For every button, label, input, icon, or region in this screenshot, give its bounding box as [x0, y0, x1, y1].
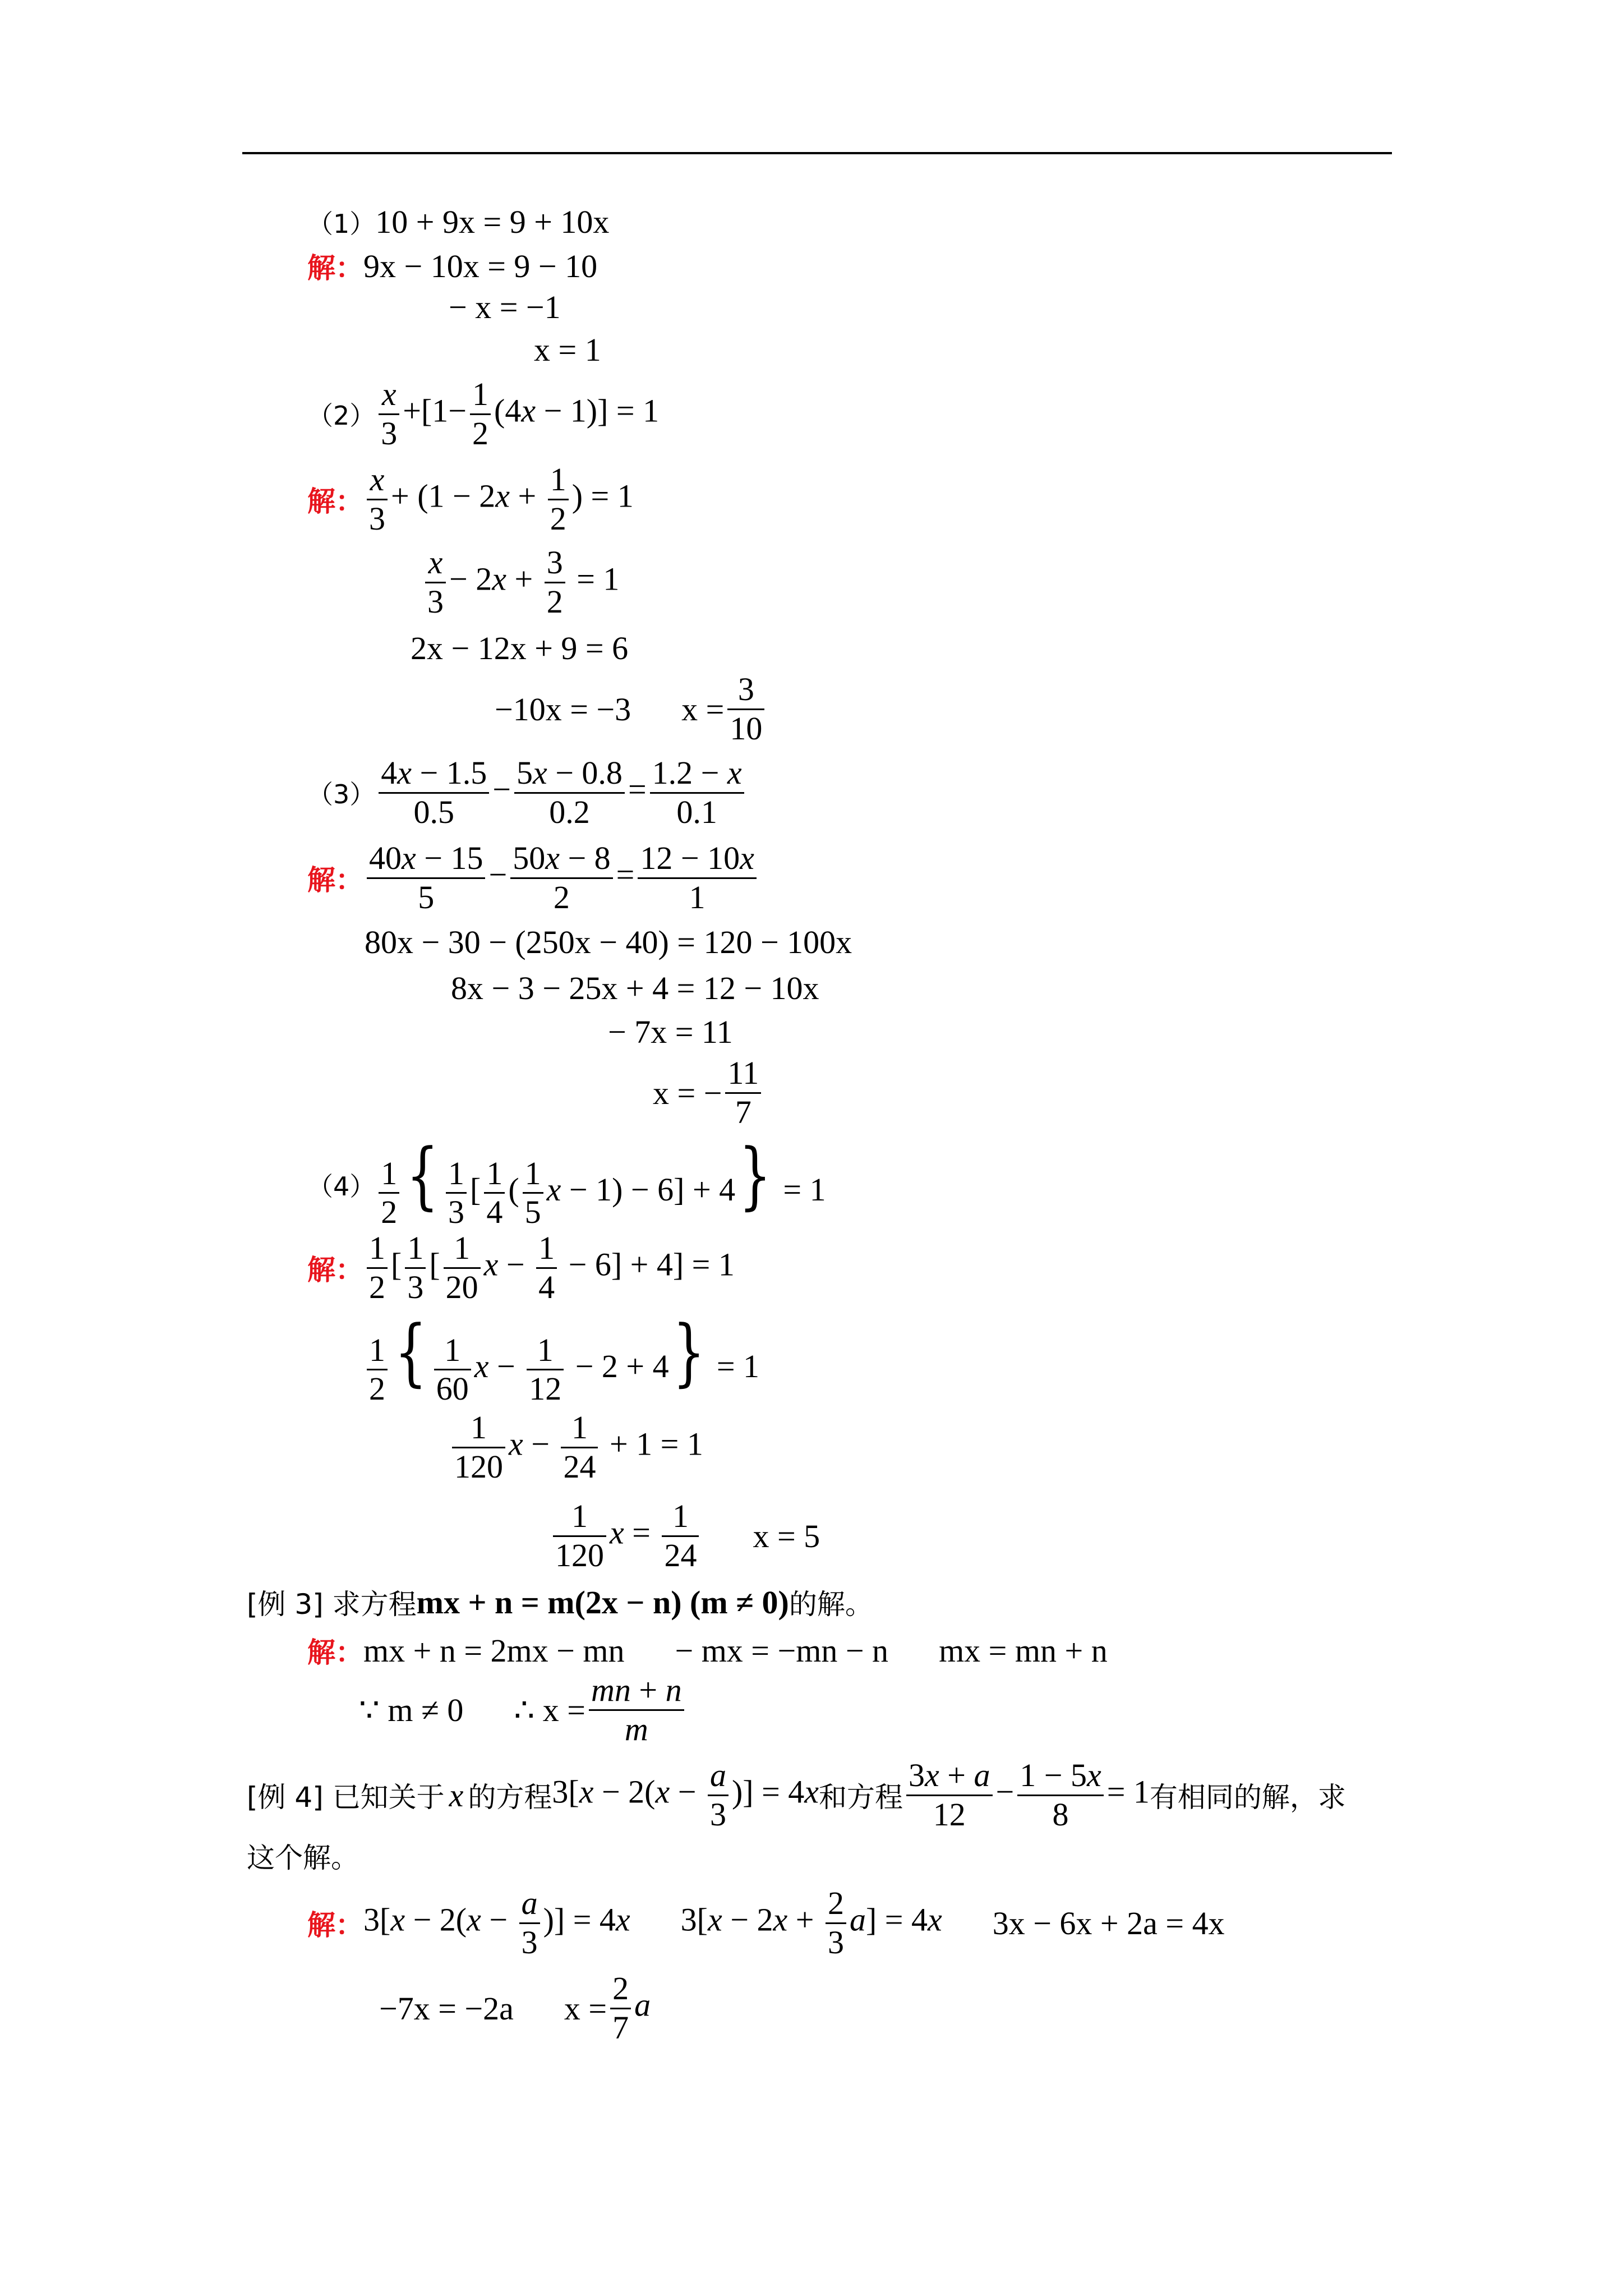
example-text: 有相同的解，求	[1149, 1781, 1346, 1814]
problem-label: （3）	[307, 779, 376, 810]
example-4-line-2	[247, 1835, 359, 1876]
equation: $\frac{x}{3}$ + (1 − 2x + $\frac{1}{2}$ ) = 1	[363, 461, 634, 537]
equation: 8x − 3 − 25x + 4 = 12 − 10x	[451, 970, 819, 1006]
equation: $\frac{x}{3}$ +[1− $\frac{1}{2}$ (4x − 1)] = 1	[375, 376, 659, 452]
equation: −7x = −2a	[379, 1990, 514, 2027]
solution-2-line-1	[307, 461, 634, 537]
equation: ∵ m ≠ 0	[359, 1692, 464, 1729]
fraction: $\frac{mn + n}{m}$	[589, 1672, 684, 1748]
equation: 10 + 9x = 9 + 10x	[375, 204, 610, 240]
equation: − 7x = 11	[608, 1014, 733, 1050]
example-text: 的解。	[789, 1588, 873, 1621]
solution-4-line-1	[307, 1230, 735, 1306]
fraction: $\frac{11}{7}$	[725, 1055, 761, 1131]
solution-3-line-4	[608, 1013, 733, 1051]
example-label: [例 3] 求方程	[247, 1588, 417, 1621]
solution-1-line-3	[534, 331, 601, 369]
solution-4-line-4	[550, 1498, 820, 1574]
equation: $\frac{1}{120}$ x − $\frac{1}{24}$ + 1 = 1	[449, 1409, 703, 1485]
example-3	[247, 1582, 873, 1622]
equation: 3x − 6x + 2a = 4x	[992, 1904, 1225, 1941]
equation: x = 5	[753, 1517, 820, 1554]
equation: $\frac{1}{2}$ { $\frac{1}{3}$ [ $\frac{1}{4}$ ( $\frac{1}{5}$ x − 1) − 6] + 4} = 1	[375, 1139, 826, 1231]
equation: $\frac{4x - 1.5}{0.5}$ − $\frac{5x - 0.8}{0.2}$ = $\frac{1.2 - x}{0.1}$	[375, 754, 747, 831]
solution-label: 解：	[307, 1254, 363, 1287]
equation: $\frac{3x + a}{12}$ − $\frac{1 - 5x}{8}$ = 1	[903, 1757, 1150, 1833]
example-text: 这个解。	[247, 1842, 359, 1874]
equation: mx = mn + n	[939, 1632, 1108, 1669]
equation: −10x = −3	[495, 691, 631, 728]
solution-3-line-2	[365, 923, 852, 961]
variable: x	[449, 1777, 464, 1814]
problem-label: （4）	[307, 1171, 376, 1202]
equation: x = 1	[534, 332, 601, 368]
problem-3	[307, 754, 748, 831]
solution-4-line-2	[363, 1309, 760, 1408]
equation: $\frac{40x - 15}{5}$ − $\frac{50x - 8}{2}$ = $\frac{12 - 10x}{1}$	[363, 840, 760, 916]
solution-2-line-2	[422, 544, 619, 620]
solution-3-line-3	[451, 969, 819, 1007]
fraction: $\frac{3}{10}$	[727, 671, 764, 747]
equation: 3[x − 2x + $\frac{2}{3}$ a] = 4x	[680, 1885, 942, 1961]
equation: mx + n = m(2x − n) (m ≠ 0)	[416, 1584, 789, 1621]
equation: $\frac{x}{3}$ − 2x + $\frac{3}{2}$ = 1	[422, 544, 619, 620]
equation: x = −	[653, 1074, 722, 1111]
solution-2-line-3	[411, 629, 628, 667]
example-label: [例 4] 已知关于	[247, 1781, 445, 1814]
equation: − mx = −mn − n	[675, 1632, 889, 1669]
equation: 9x − 10x = 9 − 10	[363, 247, 598, 284]
example-4	[247, 1757, 1346, 1833]
problem-2	[307, 376, 659, 452]
solution-1-line-2	[449, 288, 561, 326]
equation: 80x − 30 − (250x − 40) = 120 − 100x	[365, 924, 852, 960]
problem-label: （2）	[307, 401, 376, 431]
equation: $\frac{1}{2}$ { $\frac{1}{60}$ x − $\frac{1}{12}$ − 2 + 4} = 1	[363, 1315, 759, 1408]
equation: ∴ x =	[514, 1692, 585, 1729]
solution-label: 解：	[307, 864, 363, 897]
equation: $\frac{1}{120}$ x = $\frac{1}{24}$	[550, 1498, 702, 1574]
equation: mx + n = 2mx − mn	[363, 1632, 625, 1669]
equation: 2x − 12x + 9 = 6	[411, 630, 629, 666]
problem-1	[307, 203, 609, 241]
problem-label: （1）	[307, 208, 376, 239]
equation: 3[x − 2(x − $\frac{a}{3}$ )] = 4x	[363, 1885, 630, 1961]
example-text: 的方程	[468, 1781, 552, 1814]
example-3-solution-line-1	[307, 1630, 1108, 1671]
solution-label: 解：	[307, 485, 363, 518]
solution-4-line-3	[449, 1409, 703, 1485]
equation: 3[x − 2(x − $\frac{a}{3}$ )] = 4x	[552, 1757, 819, 1833]
example-text: 和方程	[819, 1781, 903, 1814]
solution-1-line-1	[307, 246, 597, 286]
solution-3-line-5	[653, 1055, 764, 1131]
equation: $\frac{1}{2}$ [ $\frac{1}{3}$ [ $\frac{1}{20}$ x − $\frac{1}{4}$ − 6] + 4] = 1	[363, 1230, 735, 1306]
example-4-solution-line-1	[307, 1885, 1225, 1961]
equation: x =	[564, 1990, 607, 2027]
header-rule	[242, 152, 1392, 154]
solution-label: 解：	[307, 252, 363, 284]
equation: x =	[681, 691, 725, 728]
example-3-solution-line-2	[359, 1672, 688, 1748]
solution-3-line-1	[307, 840, 760, 916]
problem-4	[307, 1133, 826, 1231]
solution-label: 解：	[307, 1909, 363, 1942]
equation: − x = −1	[449, 289, 561, 325]
example-4-solution-line-2	[379, 1970, 651, 2046]
solution-label: 解：	[307, 1636, 363, 1669]
equation: $\frac{2}{7}$ a	[607, 1970, 651, 2046]
solution-2-line-4	[495, 671, 768, 747]
